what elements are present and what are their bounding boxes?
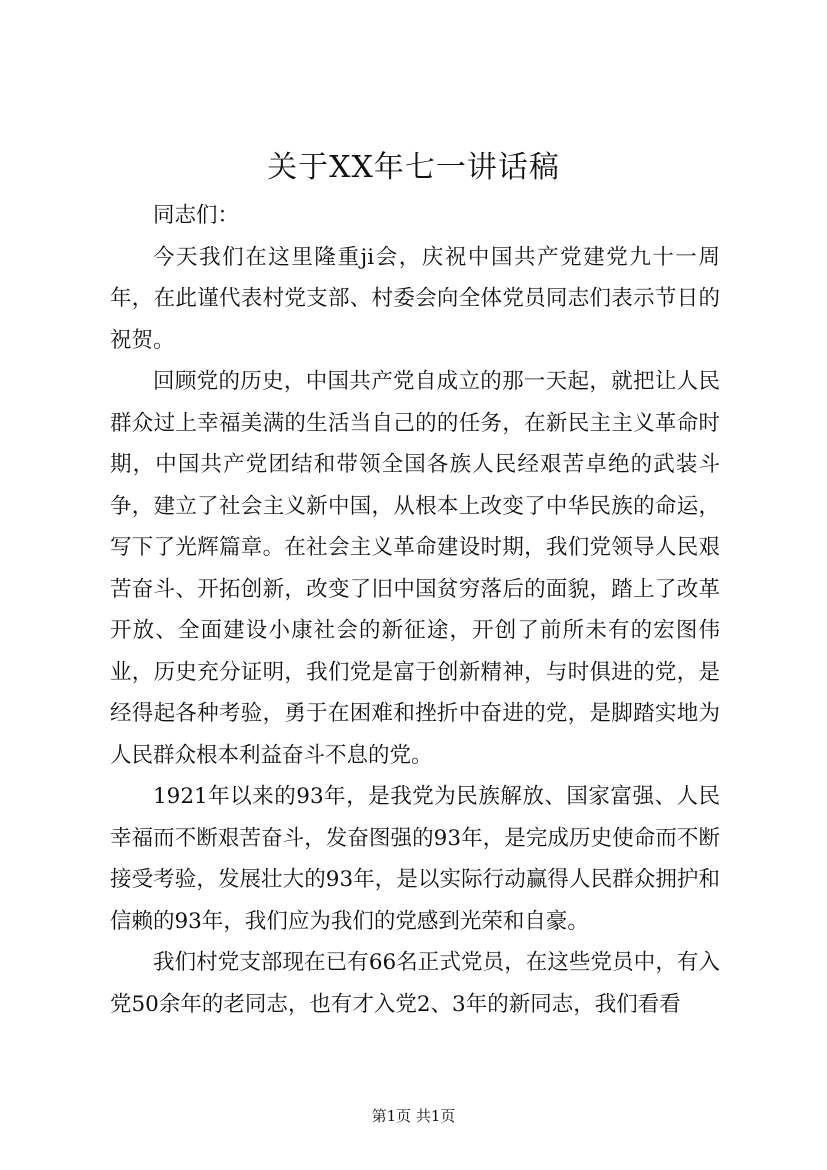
paragraph-history: 回顾党的历史，中国共产党自成立的那一天起，就把让人民群众过上幸福美满的生活当自己的的任务，在新民主主义革命时期，中国共产党团结和带领全国各族人民经艰苦卓绝的武装斗争，建立了社会主义新中国，从根本上改变了中华民族的命运，写下了光辉篇章。在社会主义革命建设时期，我们党领导人民艰苦奋斗、开拓创新，改变了旧中国贫穷落后的面貌，踏上了改革开放、全面建设小康社会的新征途，开创了前所未有的宏图伟业，历史充分证明，我们党是富于创新精神，与时俱进的党，是经得起各种考验，勇于在困难和挫折中奋进的党，是脚踏实地为人民群众根本利益奋斗不息的党。	[110, 369, 720, 768]
paragraph-salutation: 同志们：	[153, 203, 240, 228]
paragraph-village-members: 我们村党支部现在已有66名正式党员，在这些党员中，有入党50余年的老同志，也有才入党2、3年的新同志，我们看看	[110, 950, 720, 1017]
document-title: 关于XX年七一讲话稿	[267, 150, 560, 185]
document-body	[110, 195, 720, 1025]
paragraph-93-years: 1921年以来的93年，是我党为民族解放、国家富强、人民幸福而不断艰苦奋斗，发奋图强的93年，是完成历史使命而不断接受考验，发展壮大的93年，是以实际行动赢得人民群众拥护和信赖的93年，我们应为我们的党感到光荣和自豪。	[110, 784, 720, 934]
page-number-footer: 第1页 共1页	[371, 1107, 456, 1125]
paragraph-opening: 今天我们在这里隆重ji会，庆祝中国共产党建党九十一周年，在此谨代表村党支部、村委会向全体党员同志们表示节日的祝贺。	[110, 244, 720, 353]
